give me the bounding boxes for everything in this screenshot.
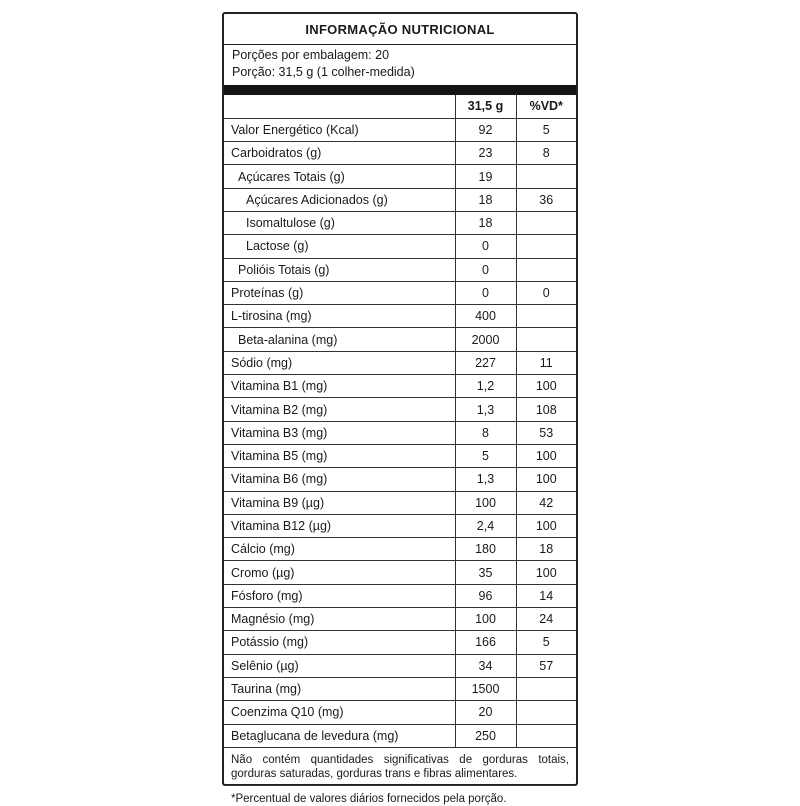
table-row: [224, 281, 576, 304]
nutrient-quantity: 92: [455, 118, 516, 141]
nutrient-daily-value: 100: [516, 514, 576, 537]
nutrient-quantity: 19: [455, 165, 516, 188]
nutrient-daily-value: 57: [516, 654, 576, 677]
nutrient-quantity: 2000: [455, 328, 516, 351]
nutrient-daily-value: [516, 701, 576, 724]
nutrient-daily-value: 100: [516, 561, 576, 584]
nutrient-name: Betaglucana de levedura (mg): [224, 724, 455, 747]
nutrient-quantity: 23: [455, 142, 516, 165]
table-row: [224, 444, 576, 467]
table-row: [224, 491, 576, 514]
table-row: [224, 514, 576, 537]
table-row: [224, 677, 576, 700]
nutrition-facts-label: [222, 12, 578, 806]
nutrient-daily-value: [516, 724, 576, 747]
nutrient-quantity: 2,4: [455, 514, 516, 537]
nutrient-name: Taurina (mg): [224, 677, 455, 700]
table-row: [224, 165, 576, 188]
nutrient-quantity: 8: [455, 421, 516, 444]
header-daily-value: %VD*: [516, 95, 576, 118]
nutrient-quantity: 35: [455, 561, 516, 584]
nutrient-name: Carboidratos (g): [224, 142, 455, 165]
nutrient-quantity: 166: [455, 631, 516, 654]
nutrient-quantity: 18: [455, 211, 516, 234]
nutrient-daily-value: 108: [516, 398, 576, 421]
nutrient-daily-value: [516, 211, 576, 234]
table-row: [224, 142, 576, 165]
nutrient-name: Cromo (µg): [224, 561, 455, 584]
nutrient-name: Vitamina B2 (mg): [224, 398, 455, 421]
table-row: [224, 724, 576, 747]
table-row: [224, 654, 576, 677]
serving-size: Porção: 31,5 g (1 colher-medida): [232, 65, 415, 79]
nutrient-quantity: 0: [455, 235, 516, 258]
nutrition-table: [224, 95, 576, 747]
table-row: [224, 398, 576, 421]
nutrient-name: Vitamina B3 (mg): [224, 421, 455, 444]
nutrient-daily-value: 24: [516, 608, 576, 631]
table-row: [224, 421, 576, 444]
nutrient-quantity: 1,2: [455, 375, 516, 398]
nutrient-quantity: 100: [455, 491, 516, 514]
nutrient-daily-value: 36: [516, 188, 576, 211]
nutrient-daily-value: 53: [516, 421, 576, 444]
nutrient-daily-value: 42: [516, 491, 576, 514]
nutrient-name: Açúcares Adicionados (g): [224, 188, 455, 211]
table-row: [224, 328, 576, 351]
table-row: [224, 608, 576, 631]
nutrient-quantity: 18: [455, 188, 516, 211]
nutrient-name: Polióis Totais (g): [224, 258, 455, 281]
table-row: [224, 351, 576, 374]
nutrient-name: Coenzima Q10 (mg): [224, 701, 455, 724]
table-row: [224, 468, 576, 491]
nutrient-name: Vitamina B9 (µg): [224, 491, 455, 514]
nutrient-quantity: 34: [455, 654, 516, 677]
thick-divider: [224, 85, 576, 95]
table-row: [224, 561, 576, 584]
table-row: [224, 188, 576, 211]
nutrient-daily-value: 8: [516, 142, 576, 165]
nutrient-daily-value: 14: [516, 584, 576, 607]
nutrient-quantity: 180: [455, 538, 516, 561]
table-row: [224, 211, 576, 234]
table-row: [224, 375, 576, 398]
nutrient-quantity: 227: [455, 351, 516, 374]
nutrient-name: L-tirosina (mg): [224, 305, 455, 328]
table-body: [224, 118, 576, 747]
nutrient-quantity: 5: [455, 444, 516, 467]
nutrient-daily-value: 100: [516, 375, 576, 398]
nutrient-name: Vitamina B5 (mg): [224, 444, 455, 467]
table-row: [224, 258, 576, 281]
nutrient-quantity: 400: [455, 305, 516, 328]
nutrient-daily-value: [516, 677, 576, 700]
table-row: [224, 584, 576, 607]
nutrient-name: Sódio (mg): [224, 351, 455, 374]
nutrient-daily-value: 100: [516, 444, 576, 467]
nutrient-name: Isomaltulose (g): [224, 211, 455, 234]
nutrient-quantity: 100: [455, 608, 516, 631]
nutrient-daily-value: [516, 328, 576, 351]
nutrient-name: Lactose (g): [224, 235, 455, 258]
nutrient-daily-value: 18: [516, 538, 576, 561]
nutrient-name: Valor Energético (Kcal): [224, 118, 455, 141]
table-row: [224, 235, 576, 258]
nutrient-quantity: 250: [455, 724, 516, 747]
nutrient-name: Vitamina B6 (mg): [224, 468, 455, 491]
nutrient-name: Vitamina B12 (µg): [224, 514, 455, 537]
nutrient-daily-value: 5: [516, 118, 576, 141]
table-row: [224, 631, 576, 654]
nutrient-quantity: 0: [455, 258, 516, 281]
nutrient-daily-value: [516, 258, 576, 281]
nutrient-quantity: 0: [455, 281, 516, 304]
nutrient-daily-value: [516, 305, 576, 328]
header-quantity: 31,5 g: [455, 95, 516, 118]
nutrient-name: Fósforo (mg): [224, 584, 455, 607]
nutrient-quantity: 20: [455, 701, 516, 724]
nutrient-quantity: 1,3: [455, 398, 516, 421]
table-header-row: [224, 95, 576, 118]
serving-info: [224, 45, 576, 85]
servings-per-package: Porções por embalagem: 20: [232, 48, 390, 62]
header-empty-cell: [224, 95, 455, 118]
nutrient-quantity: 96: [455, 584, 516, 607]
nutrient-daily-value: 11: [516, 351, 576, 374]
nutrient-daily-value: 0: [516, 281, 576, 304]
nutrient-daily-value: 100: [516, 468, 576, 491]
nutrient-quantity: 1500: [455, 677, 516, 700]
nutrient-quantity: 1,3: [455, 468, 516, 491]
nutrient-name: Vitamina B1 (mg): [224, 375, 455, 398]
table-row: [224, 118, 576, 141]
table-row: [224, 701, 576, 724]
nutrient-daily-value: [516, 165, 576, 188]
nutrient-name: Magnésio (mg): [224, 608, 455, 631]
nutrient-name: Beta-alanina (mg): [224, 328, 455, 351]
nutrient-name: Proteínas (g): [224, 281, 455, 304]
nutrient-name: Cálcio (mg): [224, 538, 455, 561]
footnote-daily-value: *Percentual de valores diários fornecidos pela porção.: [224, 785, 576, 806]
nutrient-name: Selênio (µg): [224, 654, 455, 677]
footnote-nonsignificant: Não contém quantidades significativas de gorduras totais, gorduras saturadas, gorduras trans e fibras alimentares.: [224, 747, 576, 785]
nutrient-name: Açúcares Totais (g): [224, 165, 455, 188]
table-row: [224, 305, 576, 328]
nutrient-name: Potássio (mg): [224, 631, 455, 654]
nutrient-daily-value: [516, 235, 576, 258]
label-title: INFORMAÇÃO NUTRICIONAL: [224, 14, 576, 45]
nutrient-daily-value: 5: [516, 631, 576, 654]
table-row: [224, 538, 576, 561]
